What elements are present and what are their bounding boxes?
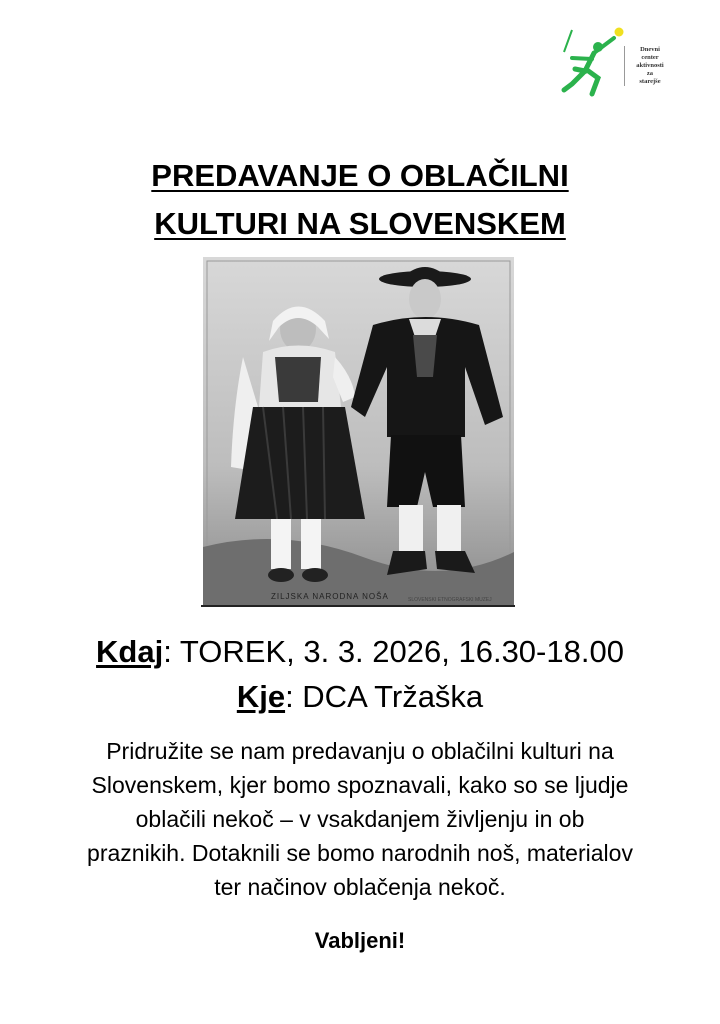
folk-costume-photo [203,257,514,605]
description-line: Pridružite se nam predavanju o oblačilni kulturi na [106,738,614,764]
page-title [0,152,720,248]
photo-caption: ZILJSKA NARODNA NOŠA [271,592,389,601]
event-description [30,734,690,904]
description-line: ter načinov oblačenja nekoč. [214,874,506,900]
photo-underline [201,605,515,607]
event-when [0,632,720,672]
title-line-2: KULTURI NA SLOVENSKEM [154,206,566,241]
photo-caption-right: SLOVENSKI ETNOGRAFSKI MUZEJ [408,597,492,603]
where-value: : DCA Tržaška [285,679,484,714]
running-person-icon [564,28,624,95]
description-line: Slovenskem, kjer bomo spoznavali, kako so se ljudje [91,772,629,798]
closing-text: Vabljeni! [314,928,406,953]
title-line-1: PREDAVANJE O OBLAČILNI [151,158,569,193]
when-label: Kdaj [96,634,164,669]
when-value: : TOREK, 3. 3. 2026, 16.30-18.00 [163,634,624,669]
logo-text: Dnevni center aktivnosti za starejše [624,46,673,86]
description-line: praznikih. Dotaknili se bomo narodnih noš, materialov [87,840,633,866]
event-where [0,677,720,717]
where-label: Kje [236,679,286,714]
description-line: oblačili nekoč – v vsakdanjem življenju in ob [135,806,585,832]
